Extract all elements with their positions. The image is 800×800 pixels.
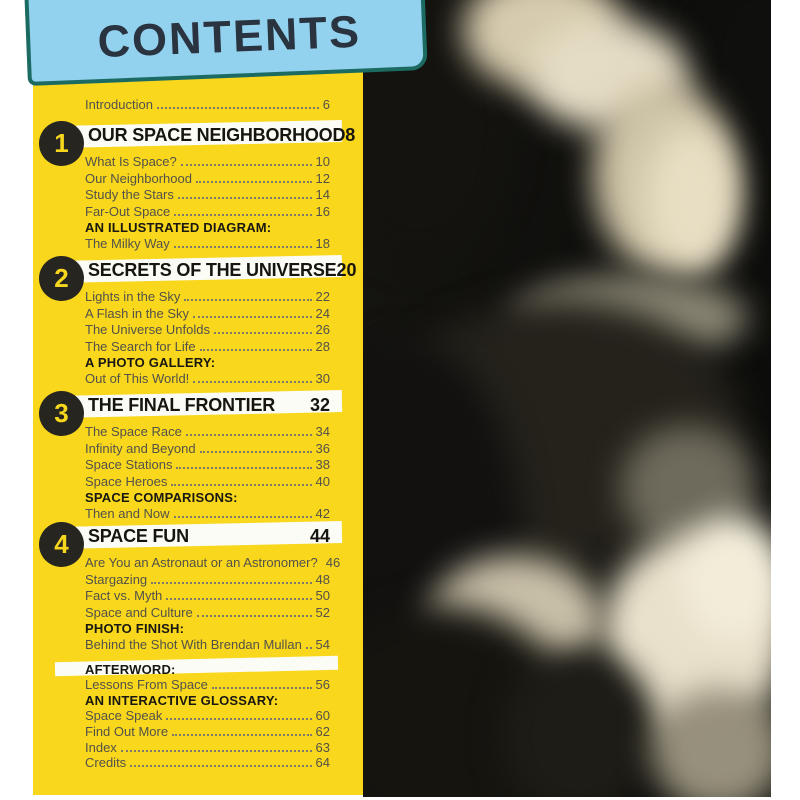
entry-label: Infinity and Beyond <box>85 440 196 456</box>
toc-feature-heading <box>85 661 330 677</box>
entry-label: Then and Now <box>85 506 170 522</box>
dot-leader <box>178 197 312 199</box>
entry-page: 36 <box>315 440 330 456</box>
dot-leader <box>176 467 311 469</box>
entry-label: Far-Out Space <box>85 203 171 219</box>
toc-entry <box>85 472 330 488</box>
section-header <box>88 526 330 547</box>
toc-feature-heading <box>85 354 330 370</box>
dot-leader <box>166 718 311 720</box>
entry-label: Fact vs. Myth <box>85 588 163 604</box>
section-title: SECRETS OF THE UNIVERSE <box>88 260 337 280</box>
toc-feature-heading <box>85 692 330 708</box>
section-number-badge <box>39 256 84 301</box>
entry-page: 40 <box>315 473 330 489</box>
dot-leader <box>130 765 311 767</box>
entry-page: 46 <box>325 555 341 571</box>
section-page: 20 <box>336 260 357 280</box>
entry-label: What Is Space? <box>85 154 177 170</box>
entry-page: 6 <box>322 97 330 113</box>
dot-leader <box>184 299 311 301</box>
toc-entry <box>85 153 330 169</box>
dot-leader <box>181 164 312 166</box>
section-entries <box>85 153 330 251</box>
toc-entry-introduction <box>85 96 330 112</box>
entry-label: AN INTERACTIVE GLOSSARY: <box>85 692 279 708</box>
dot-leader <box>214 332 312 334</box>
toc-entry <box>85 186 330 202</box>
toc-entry <box>85 304 330 320</box>
section-number: 1 <box>54 128 69 158</box>
toc-entry <box>85 235 330 251</box>
entry-label: Lessons From Space <box>85 677 208 693</box>
toc-entry <box>85 456 330 472</box>
section-entries <box>85 554 341 653</box>
entry-label: Space Stations <box>85 457 173 473</box>
entry-page: 28 <box>315 338 330 354</box>
section-header <box>88 125 356 146</box>
toc-entry <box>85 554 341 571</box>
section-page: 32 <box>309 395 330 415</box>
entry-page: 42 <box>315 506 330 522</box>
entry-label: Stargazing <box>85 571 148 587</box>
toc-feature-heading <box>85 620 330 636</box>
entry-page: 38 <box>315 457 330 473</box>
section-entries <box>85 423 330 521</box>
dot-leader <box>174 214 311 216</box>
entry-label: The Milky Way <box>85 236 170 252</box>
entry-page: 50 <box>315 588 330 604</box>
dot-leader <box>193 316 311 318</box>
entry-label: The Search for Life <box>85 338 196 354</box>
entry-page: 60 <box>315 708 330 724</box>
toc-feature-heading <box>85 219 330 235</box>
entry-page: 64 <box>315 755 330 771</box>
entry-label: Our Neighborhood <box>85 170 192 186</box>
toc-entry <box>85 202 330 218</box>
toc-entry <box>85 570 330 586</box>
entry-label: PHOTO FINISH: <box>85 620 185 636</box>
section-number-badge <box>39 121 84 166</box>
dot-leader <box>121 750 312 752</box>
dot-leader <box>186 434 312 436</box>
entry-label: Credits <box>85 755 127 771</box>
entry-label: Introduction <box>85 97 153 113</box>
entry-label: AN ILLUSTRATED DIAGRAM: <box>85 219 272 235</box>
entry-page: 56 <box>315 677 330 693</box>
entry-label: A PHOTO GALLERY: <box>85 354 216 370</box>
section-number-badge <box>39 391 84 436</box>
entry-label: A Flash in the Sky <box>85 305 190 321</box>
section-number: 3 <box>54 398 69 428</box>
toc-entry <box>85 708 330 724</box>
toc-entry <box>85 337 330 353</box>
toc-entry <box>85 587 330 603</box>
section-number-badge <box>39 522 84 567</box>
dot-leader <box>193 381 311 383</box>
toc-entry <box>85 723 330 739</box>
entry-page: 62 <box>315 723 330 739</box>
toc-entry <box>85 636 330 652</box>
toc-entry <box>85 755 330 771</box>
toc-entry <box>85 505 330 521</box>
entry-label: Index <box>85 739 117 755</box>
entry-label: Space Heroes <box>85 473 168 489</box>
toc-entry <box>85 439 330 455</box>
entry-label: Lights in the Sky <box>85 289 181 305</box>
entry-page: 10 <box>315 154 330 170</box>
entry-page: 18 <box>315 236 330 252</box>
section-page: 44 <box>309 526 330 546</box>
dot-leader <box>172 734 311 736</box>
entry-label: AFTERWORD: <box>85 661 176 677</box>
dot-leader <box>151 582 311 584</box>
entry-label: Out of This World! <box>85 371 190 387</box>
dot-leader <box>196 181 312 183</box>
entry-label: Find Out More <box>85 723 169 739</box>
toc-entry <box>85 370 330 386</box>
toc-entry <box>85 288 330 304</box>
section-entries <box>85 288 330 386</box>
dot-leader <box>174 246 312 248</box>
storm-clouds-photo <box>363 0 771 797</box>
toc-entry <box>85 739 330 755</box>
toc-entry <box>85 423 330 439</box>
entry-label: SPACE COMPARISONS: <box>85 489 238 505</box>
toc-entry <box>85 603 330 619</box>
entry-page: 26 <box>315 322 330 338</box>
entry-label: The Universe Unfolds <box>85 322 210 338</box>
section-page: 8 <box>345 125 356 145</box>
entry-page: 54 <box>315 637 330 653</box>
dot-leader <box>200 451 312 453</box>
dot-leader <box>166 598 311 600</box>
dot-leader <box>306 647 312 649</box>
toc-entry <box>85 321 330 337</box>
entry-page: 30 <box>315 371 330 387</box>
dot-leader <box>174 516 312 518</box>
dot-leader <box>171 484 311 486</box>
section-number: 4 <box>54 529 69 559</box>
entry-label: Study the Stars <box>85 187 174 203</box>
entry-page: 63 <box>315 739 330 755</box>
entry-page: 12 <box>315 170 330 186</box>
entry-page: 22 <box>315 289 330 305</box>
dot-leader <box>212 687 312 689</box>
toc-entry <box>85 677 330 693</box>
section-title: THE FINAL FRONTIER <box>88 395 276 415</box>
entry-label: Behind the Shot With Brendan Mullan <box>85 637 302 653</box>
dot-leader <box>157 107 319 109</box>
back-matter-entries <box>85 661 330 770</box>
cloud-highlight-shape <box>645 125 740 275</box>
entry-page: 16 <box>315 203 330 219</box>
entry-page: 52 <box>315 604 330 620</box>
entry-label: Space Speak <box>85 708 163 724</box>
entry-label: Are You an Astronaut or an Astronomer? <box>85 555 318 571</box>
section-title: OUR SPACE NEIGHBORHOOD <box>88 125 346 145</box>
section-header <box>88 395 330 416</box>
entry-page: 34 <box>315 424 330 440</box>
dot-leader <box>200 349 312 351</box>
toc-entry <box>85 169 330 185</box>
entry-page: 14 <box>315 187 330 203</box>
section-number: 2 <box>54 263 69 293</box>
entry-page: 24 <box>315 305 330 321</box>
entry-page: 48 <box>315 571 330 587</box>
entry-label: Space and Culture <box>85 604 193 620</box>
dot-leader <box>197 615 312 617</box>
section-header <box>88 260 357 281</box>
section-title: SPACE FUN <box>88 526 189 546</box>
page-title: CONTENTS <box>96 5 362 68</box>
toc-feature-heading <box>85 489 330 505</box>
entry-label: The Space Race <box>85 424 182 440</box>
